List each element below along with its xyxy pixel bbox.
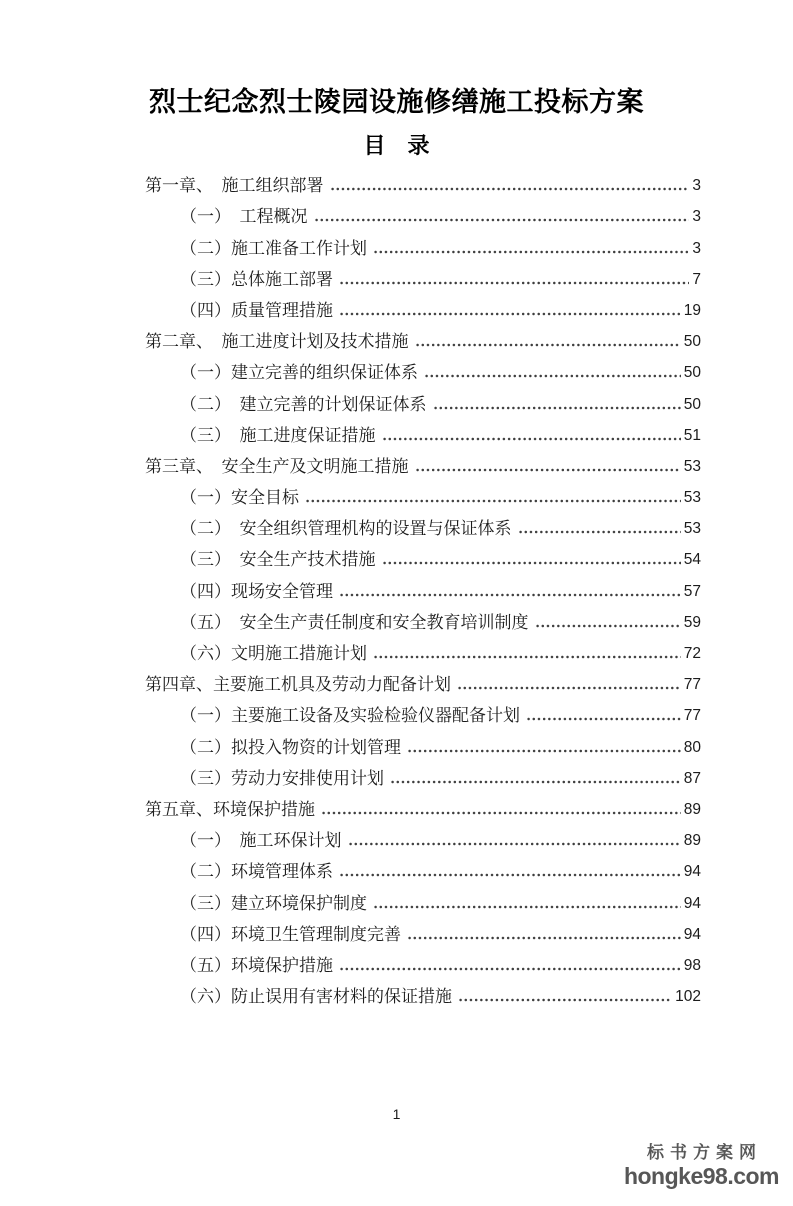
toc-entry[interactable] [145,727,701,758]
toc-heading: 目 录 [363,133,430,158]
toc-entry-title: （一）建立完善的组织保证体系 [180,363,418,383]
toc-entry[interactable] [145,821,701,852]
toc-entry-page: 3 [692,177,701,195]
toc-entry[interactable] [145,228,701,259]
toc-dot-leader [339,571,681,602]
toc-entry-page: 77 [683,676,701,694]
toc-dot-leader [373,228,689,259]
toc-entry-title: （二）拟投入物资的计划管理 [180,737,401,757]
toc-entry-title: （六）文明施工措施计划 [180,644,367,663]
toc-entry-page: 50 [683,395,701,413]
toc-entry-title: （三）劳动力安排使用计划 [180,768,384,788]
toc-entry-title: （一）主要施工设备及实验检验仪器配备计划 [180,706,520,726]
toc-entry[interactable] [145,634,701,665]
toc-dot-leader [348,821,681,852]
toc-entry-title: （一）安全目标 [180,488,299,508]
toc-entry[interactable] [145,696,701,727]
toc-entry-title: 第五章、环境保护措施 [145,799,315,819]
toc-entry-title: 第二章、 施工进度计划及技术措施 [145,332,409,352]
toc-dot-leader [339,260,689,291]
toc-entry-page: 87 [683,769,701,787]
toc-entry-page: 94 [683,894,701,912]
toc-entry[interactable] [145,790,701,821]
toc-entry-title: （三） 安全生产技术措施 [180,550,376,570]
toc-entry-page: 50 [683,364,701,382]
toc-entry[interactable] [145,197,701,228]
toc-dot-leader [373,883,681,914]
toc-dot-leader [415,447,681,478]
toc-dot-leader [518,509,681,540]
toc-dot-leader [407,915,681,946]
toc-entry[interactable] [145,759,701,790]
toc-entry-page: 50 [683,333,701,351]
toc-entry-title: （五）环境保护措施 [180,955,333,975]
toc-entry-page: 102 [675,988,701,1006]
toc-entry-page: 72 [683,645,701,662]
watermark-site-name: 标书方案网 [646,1143,762,1162]
toc-entry-page: 53 [683,520,701,538]
toc-entry[interactable] [145,509,701,540]
toc-entry-page: 59 [683,613,701,631]
toc-dot-leader [314,197,690,228]
toc-entry[interactable] [145,416,701,447]
toc-entry[interactable] [145,977,701,1008]
toc-dot-leader [526,696,681,727]
toc-entry-title: （四）环境卫生管理制度完善 [180,924,401,944]
table-of-contents [145,166,701,1008]
toc-entry-page: 53 [683,457,701,475]
toc-entry-page: 7 [692,270,701,288]
toc-entry-page: 89 [683,800,701,818]
toc-entry-title: （二） 安全组织管理机构的设置与保证体系 [180,519,512,539]
toc-dot-leader [407,727,681,758]
toc-dot-leader [382,540,681,571]
watermark-site-url[interactable]: hongke98.com [623,1163,779,1189]
document-page [0,84,793,1206]
toc-entry-title: （五） 安全生产责任制度和安全教育培训制度 [180,612,529,632]
toc-entry-title: （二）施工准备工作计划 [180,238,367,258]
toc-dot-leader [330,166,690,197]
toc-dot-leader [390,759,681,790]
toc-entry-page: 54 [683,551,701,569]
toc-entry[interactable] [145,260,701,291]
toc-dot-leader [424,353,681,384]
toc-entry-title: （一） 施工环保计划 [180,831,342,851]
toc-entry[interactable] [145,166,701,197]
toc-entry-title: （三）总体施工部署 [180,269,333,289]
toc-entry[interactable] [145,322,701,353]
toc-entry-page: 19 [683,301,701,319]
toc-dot-leader [535,603,681,634]
toc-entry-title: （四）现场安全管理 [180,581,333,601]
toc-entry[interactable] [145,852,701,883]
toc-entry[interactable] [145,540,701,571]
toc-entry[interactable] [145,946,701,977]
toc-dot-leader [373,634,681,665]
toc-dot-leader [339,852,681,883]
toc-entry-title: 第三章、 安全生产及文明施工措施 [145,456,409,476]
toc-dot-leader [339,946,681,977]
toc-entry[interactable] [145,291,701,322]
toc-entry-title: 第四章、主要施工机具及劳动力配备计划 [145,675,451,695]
toc-entry[interactable] [145,603,701,634]
toc-dot-leader [321,790,681,821]
toc-dot-leader [415,322,681,353]
toc-dot-leader [433,384,681,415]
toc-entry[interactable] [145,915,701,946]
toc-dot-leader [339,291,681,322]
toc-entry-page: 3 [692,239,701,257]
toc-entry-title: （二） 建立完善的计划保证体系 [180,394,427,414]
toc-entry-title: （四）质量管理措施 [180,300,333,320]
watermark [624,1142,779,1189]
footer-page-number: 1 [392,1106,401,1122]
toc-entry-page: 3 [692,208,701,226]
toc-entry-page: 94 [683,863,701,881]
toc-entry[interactable] [145,665,701,696]
toc-dot-leader [382,416,681,447]
toc-entry-page: 98 [683,956,701,974]
toc-entry[interactable] [145,571,701,602]
toc-entry-title: 第一章、 施工组织部署 [145,176,324,196]
toc-entry-page: 89 [683,832,701,850]
toc-dot-leader [457,665,681,696]
toc-entry-title: （二）环境管理体系 [180,862,333,882]
toc-entry-title: （三）建立环境保护制度 [180,893,367,913]
toc-entry-title: （三） 施工进度保证措施 [180,425,376,445]
toc-entry[interactable] [145,384,701,415]
toc-entry-title: （一） 工程概况 [180,207,308,227]
document-title: 烈士纪念烈士陵园设施修缮施工投标方案 [149,87,644,117]
toc-dot-leader [305,478,681,509]
toc-entry[interactable] [145,447,701,478]
toc-entry[interactable] [145,353,701,384]
toc-entry[interactable] [145,478,701,509]
toc-entry-page: 57 [683,582,701,600]
toc-entry-page: 53 [683,489,701,507]
toc-entry-page: 51 [683,426,701,444]
toc-entry-page: 77 [683,707,701,725]
toc-dot-leader [458,977,672,1008]
toc-entry-page: 94 [683,925,701,943]
toc-entry-title: （六）防止误用有害材料的保证措施 [180,987,452,1007]
toc-entry-page: 80 [683,738,701,756]
toc-entry[interactable] [145,883,701,914]
